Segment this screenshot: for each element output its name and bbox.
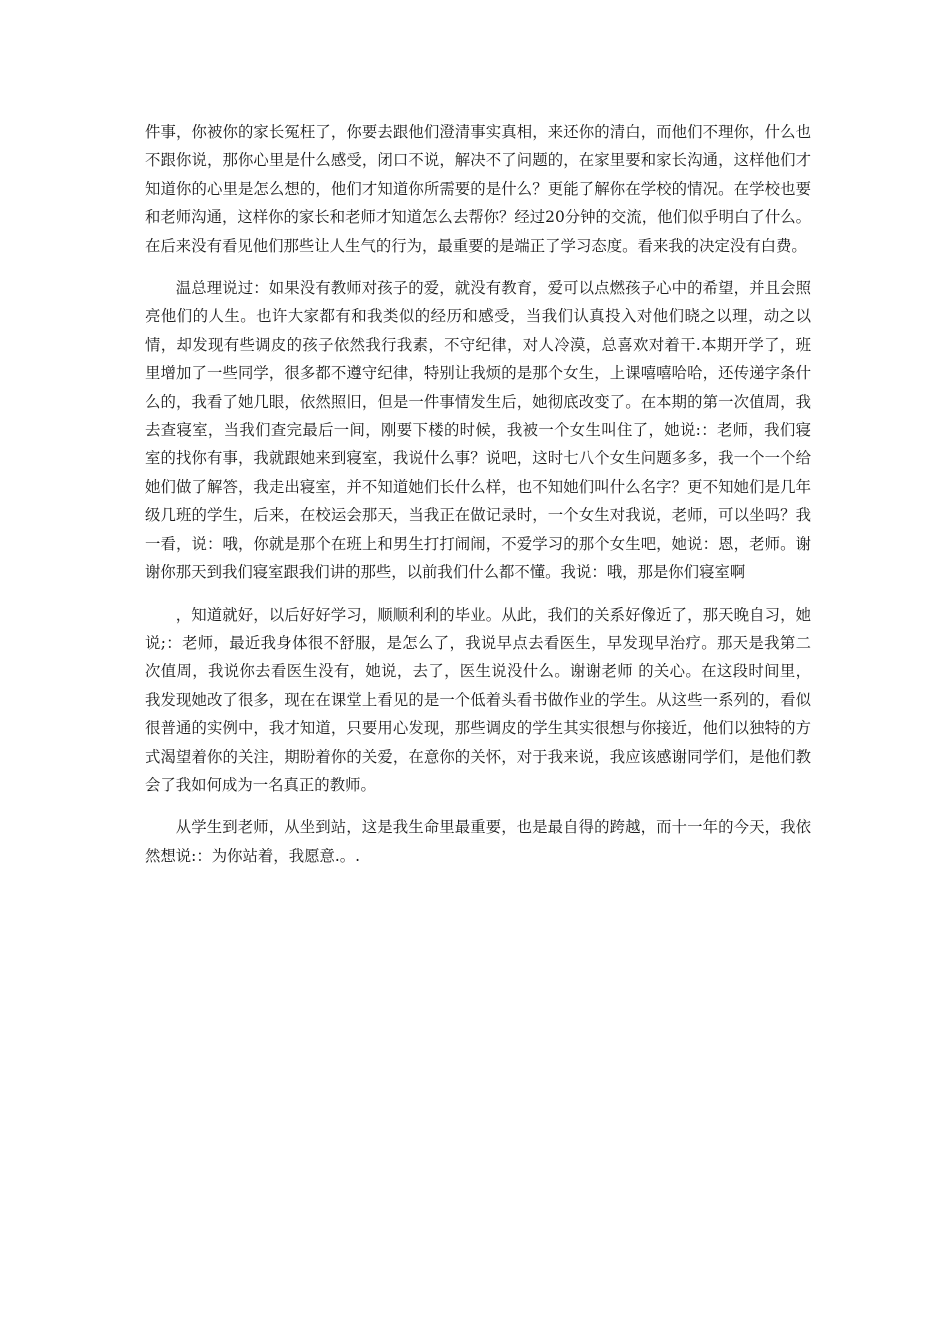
paragraph-3: ，知道就好，以后好好学习，顺顺利利的毕业。从此，我们的关系好像近了，那天晚自习，她说;：老师，最近我身体很不舒服，是怎么了，我说早点去看医生，早发现早治疗。那天是我第二次值周，我说你去看医生没有，她说，去了，医生说没什么。谢谢老师 的关心。在这段时间里，我发现她改了很多，现在在课堂上看见的是一个低着头看书做作业的学生。从这些一系列的，看似很普通的实例中，我才知道，只要用心发现，那些调皮的学生其实很想与你接近，他们以独特的方式渴望着你的关注，期盼着你的关爱，在意你的关怀，对于我来说，我应该感谢同学们，是他们教会了我如何成为一名真正的教师。 (145, 605, 811, 794)
paragraph-4: 从学生到老师，从坐到站，这是我生命里最重要，也是最自得的跨越，而十一年的今天，我依然想说:：为你站着，我愿意.。. (145, 818, 811, 865)
document-page (145, 118, 811, 884)
paragraph-1: 件事，你被你的家长冤枉了，你要去跟他们澄清事实真相，来还你的清白，而他们不理你，什么也不跟你说，那你心里是什么感受，闭口不说，解决不了问题的，在家里要和家长沟通，这样他们才知道你的心里是怎么想的，他们才知道你所需要的是什么？更能了解你在学校的情况。在学校也要和老师沟通，这样你的家长和老师才知道怎么去帮你？经过20分钟的交流，他们似乎明白了什么。在后来没有看见他们那些让人生气的行为，最重要的是端正了学习态度。看来我的决定没有白费。 (145, 123, 811, 255)
paragraph-2: 温总理说过：如果没有教师对孩子的爱，就没有教育，爱可以点燃孩子心中的希望，并且会照亮他们的人生。也许大家都有和我类似的经历和感受，当我们认真投入对他们晓之以理，动之以情，却发现有些调皮的孩子依然我行我素，不守纪律，对人冷漠，总喜欢对着干.本期开学了，班里增加了一些同学，很多都不遵守纪律，特别让我烦的是那个女生，上课嘻嘻哈哈，还传递字条什么的，我看了她几眼，依然照旧，但是一件事情发生后，她彻底改变了。在本期的第一次值周，我去查寝室，当我们查完最后一间，刚要下楼的时候，我被一个女生叫住了，她说:：老师，我们寝室的找你有事，我就跟她来到寝室，我说什么事？说吧，这时七八个女生问题多多，我一个一个给她们做了解答，我走出寝室，并不知道她们长什么样，也不知她们叫什么名字？更不知她们是几年级几班的学生，后来，在校运会那天，当我正在做记录时，一个女生对我说，老师，可以坐吗？我一看，说：哦，你就是那个在班上和男生打打闹闹，不爱学习的那个女生吧，她说：恩，老师。谢谢你那天到我们寝室跟我们讲的那些，以前我们什么都不懂。我说：哦，那是你们寝室啊 (145, 279, 811, 582)
